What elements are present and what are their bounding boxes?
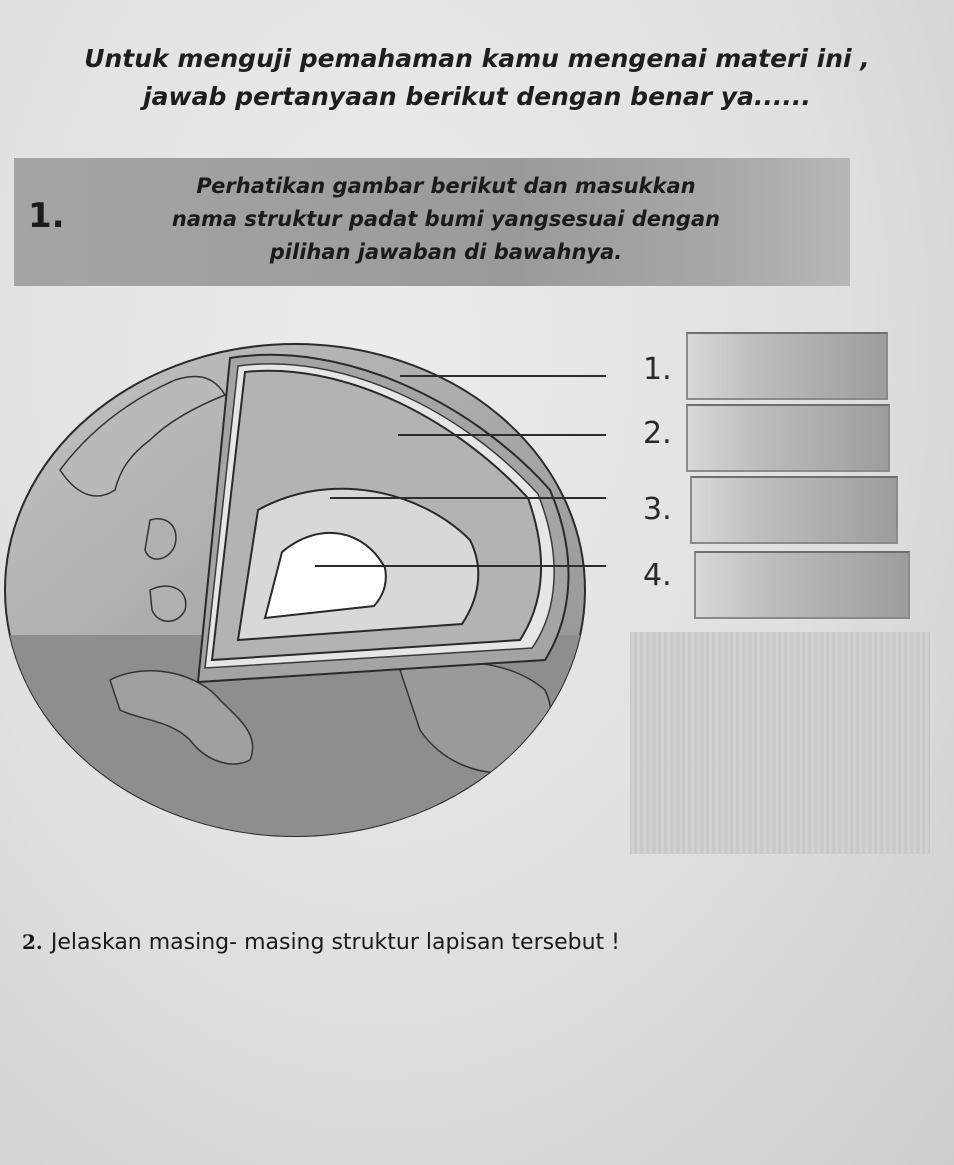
- answer-box-1[interactable]: [686, 332, 888, 400]
- label-1: 1.: [643, 352, 672, 387]
- answer-box-4[interactable]: [694, 551, 910, 619]
- label-3: 3.: [643, 492, 672, 527]
- intro-line-1: Untuk menguji pemahaman kamu mengenai materi ini ,: [84, 44, 870, 73]
- answer-box-2[interactable]: [686, 404, 890, 472]
- layer-cutaway: [198, 355, 569, 682]
- question-2: [22, 930, 620, 955]
- continent-outline-3: [150, 586, 186, 621]
- question-2-number: 2.: [22, 930, 43, 954]
- intro-line-2: jawab pertanyaan berikut dengan benar ya......: [143, 82, 811, 111]
- question-1-number: 1.: [28, 196, 65, 236]
- answer-box-3[interactable]: [690, 476, 898, 544]
- question-1-line-2: nama struktur padat bumi yangsesuai dengan: [171, 207, 721, 231]
- question-1-line-1: Perhatikan gambar berikut dan masukkan: [196, 174, 696, 198]
- label-4: 4.: [643, 558, 672, 593]
- question-1-line-3: pilihan jawaban di bawahnya.: [269, 240, 623, 264]
- label-2: 2.: [643, 416, 672, 451]
- question-2-text: Jelaskan masing- masing struktur lapisan tersebut !: [50, 930, 620, 955]
